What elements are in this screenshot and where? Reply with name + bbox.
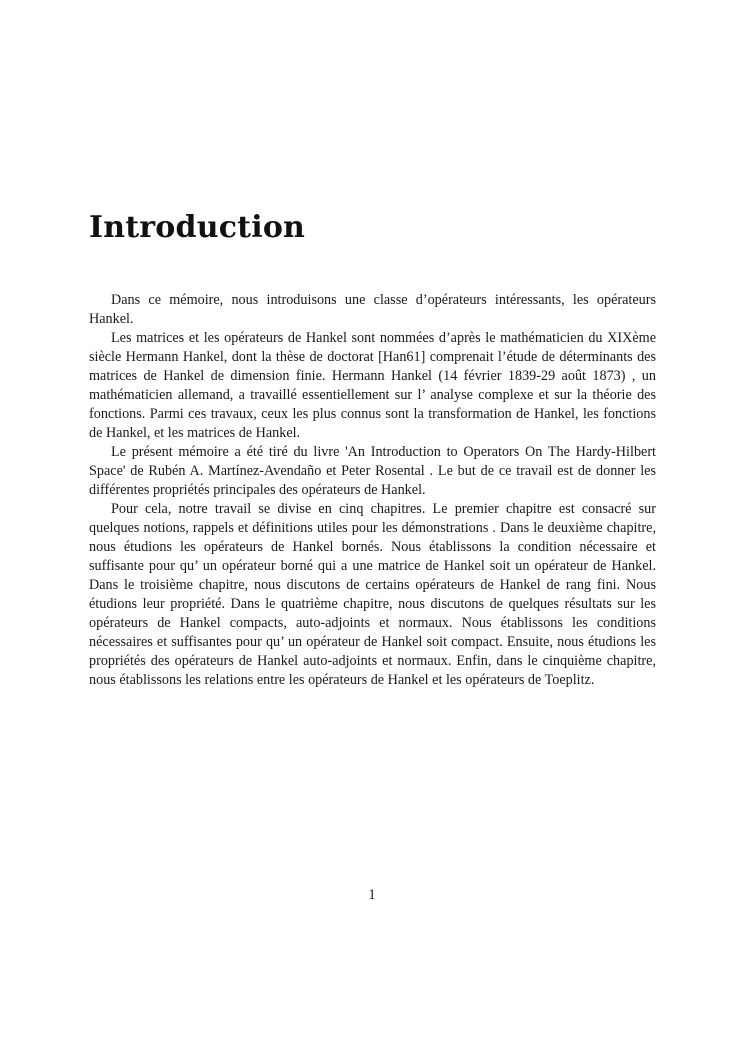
paragraph-1: Dans ce mémoire, nous introduisons une classe d’opérateurs intéressants, les opérateurs Hankel. <box>89 292 656 327</box>
page-number: 1 <box>368 887 376 903</box>
body-text <box>89 291 656 690</box>
paragraph-4: Pour cela, notre travail se divise en cinq chapitres. Le premier chapitre est consacré sur quelques notions, rappels et définitions utiles pour les démonstrations . Dans le deuxième chapitre, nous étudions les opérateurs de Hankel bornés. Nous établissons la condition nécessaire et suffisante pour qu’ un opérateur borné qui a une matrice de Hankel soit un opérateur de Hankel. Dans le troisième chapitre, nous discutons de certains opérateurs de Hankel de rang fini. Nous étudions leur propriété. Dans le quatrième chapitre, nous discutons de quelques résultats sur les opérateurs de Hankel compacts, auto-adjoints et normaux. Nous établissons les conditions nécessaires et suffisantes pour qu’ un opérateur de Hankel soit compact. Ensuite, nous étudions les propriétés des opérateurs de Hankel auto-adjoints et normaux. Enfin, dans le cinquième chapitre, nous établissons les relations entre les opérateurs de Hankel et les opérateurs de Toeplitz. <box>89 501 656 688</box>
paragraph-3: Le présent mémoire a été tiré du livre 'An Introduction to Operators On The Hardy-Hilbert Space' de Rubén A. Martínez-Avendaño et Peter Rosental . Le but de ce travail est de donner les différentes propriétés principales des opérateurs de Hankel. <box>89 444 656 498</box>
chapter-title: Introduction <box>89 210 306 245</box>
paragraph-2: Les matrices et les opérateurs de Hankel sont nommées d’après le mathématicien du XIXème siècle Hermann Hankel, dont la thèse de doctorat [Han61] comprenait l’étude de déterminants des matrices de Hankel de dimension finie. Hermann Hankel (14 février 1839-29 août 1873) , un mathématicien allemand, a travaillé essentiellement sur l’ analyse complexe et sur la théorie des fonctions. Parmi ces travaux, ceux les plus connus sont la transformation de Hankel, les fonctions de Hankel, et les matrices de Hankel. <box>89 330 656 441</box>
